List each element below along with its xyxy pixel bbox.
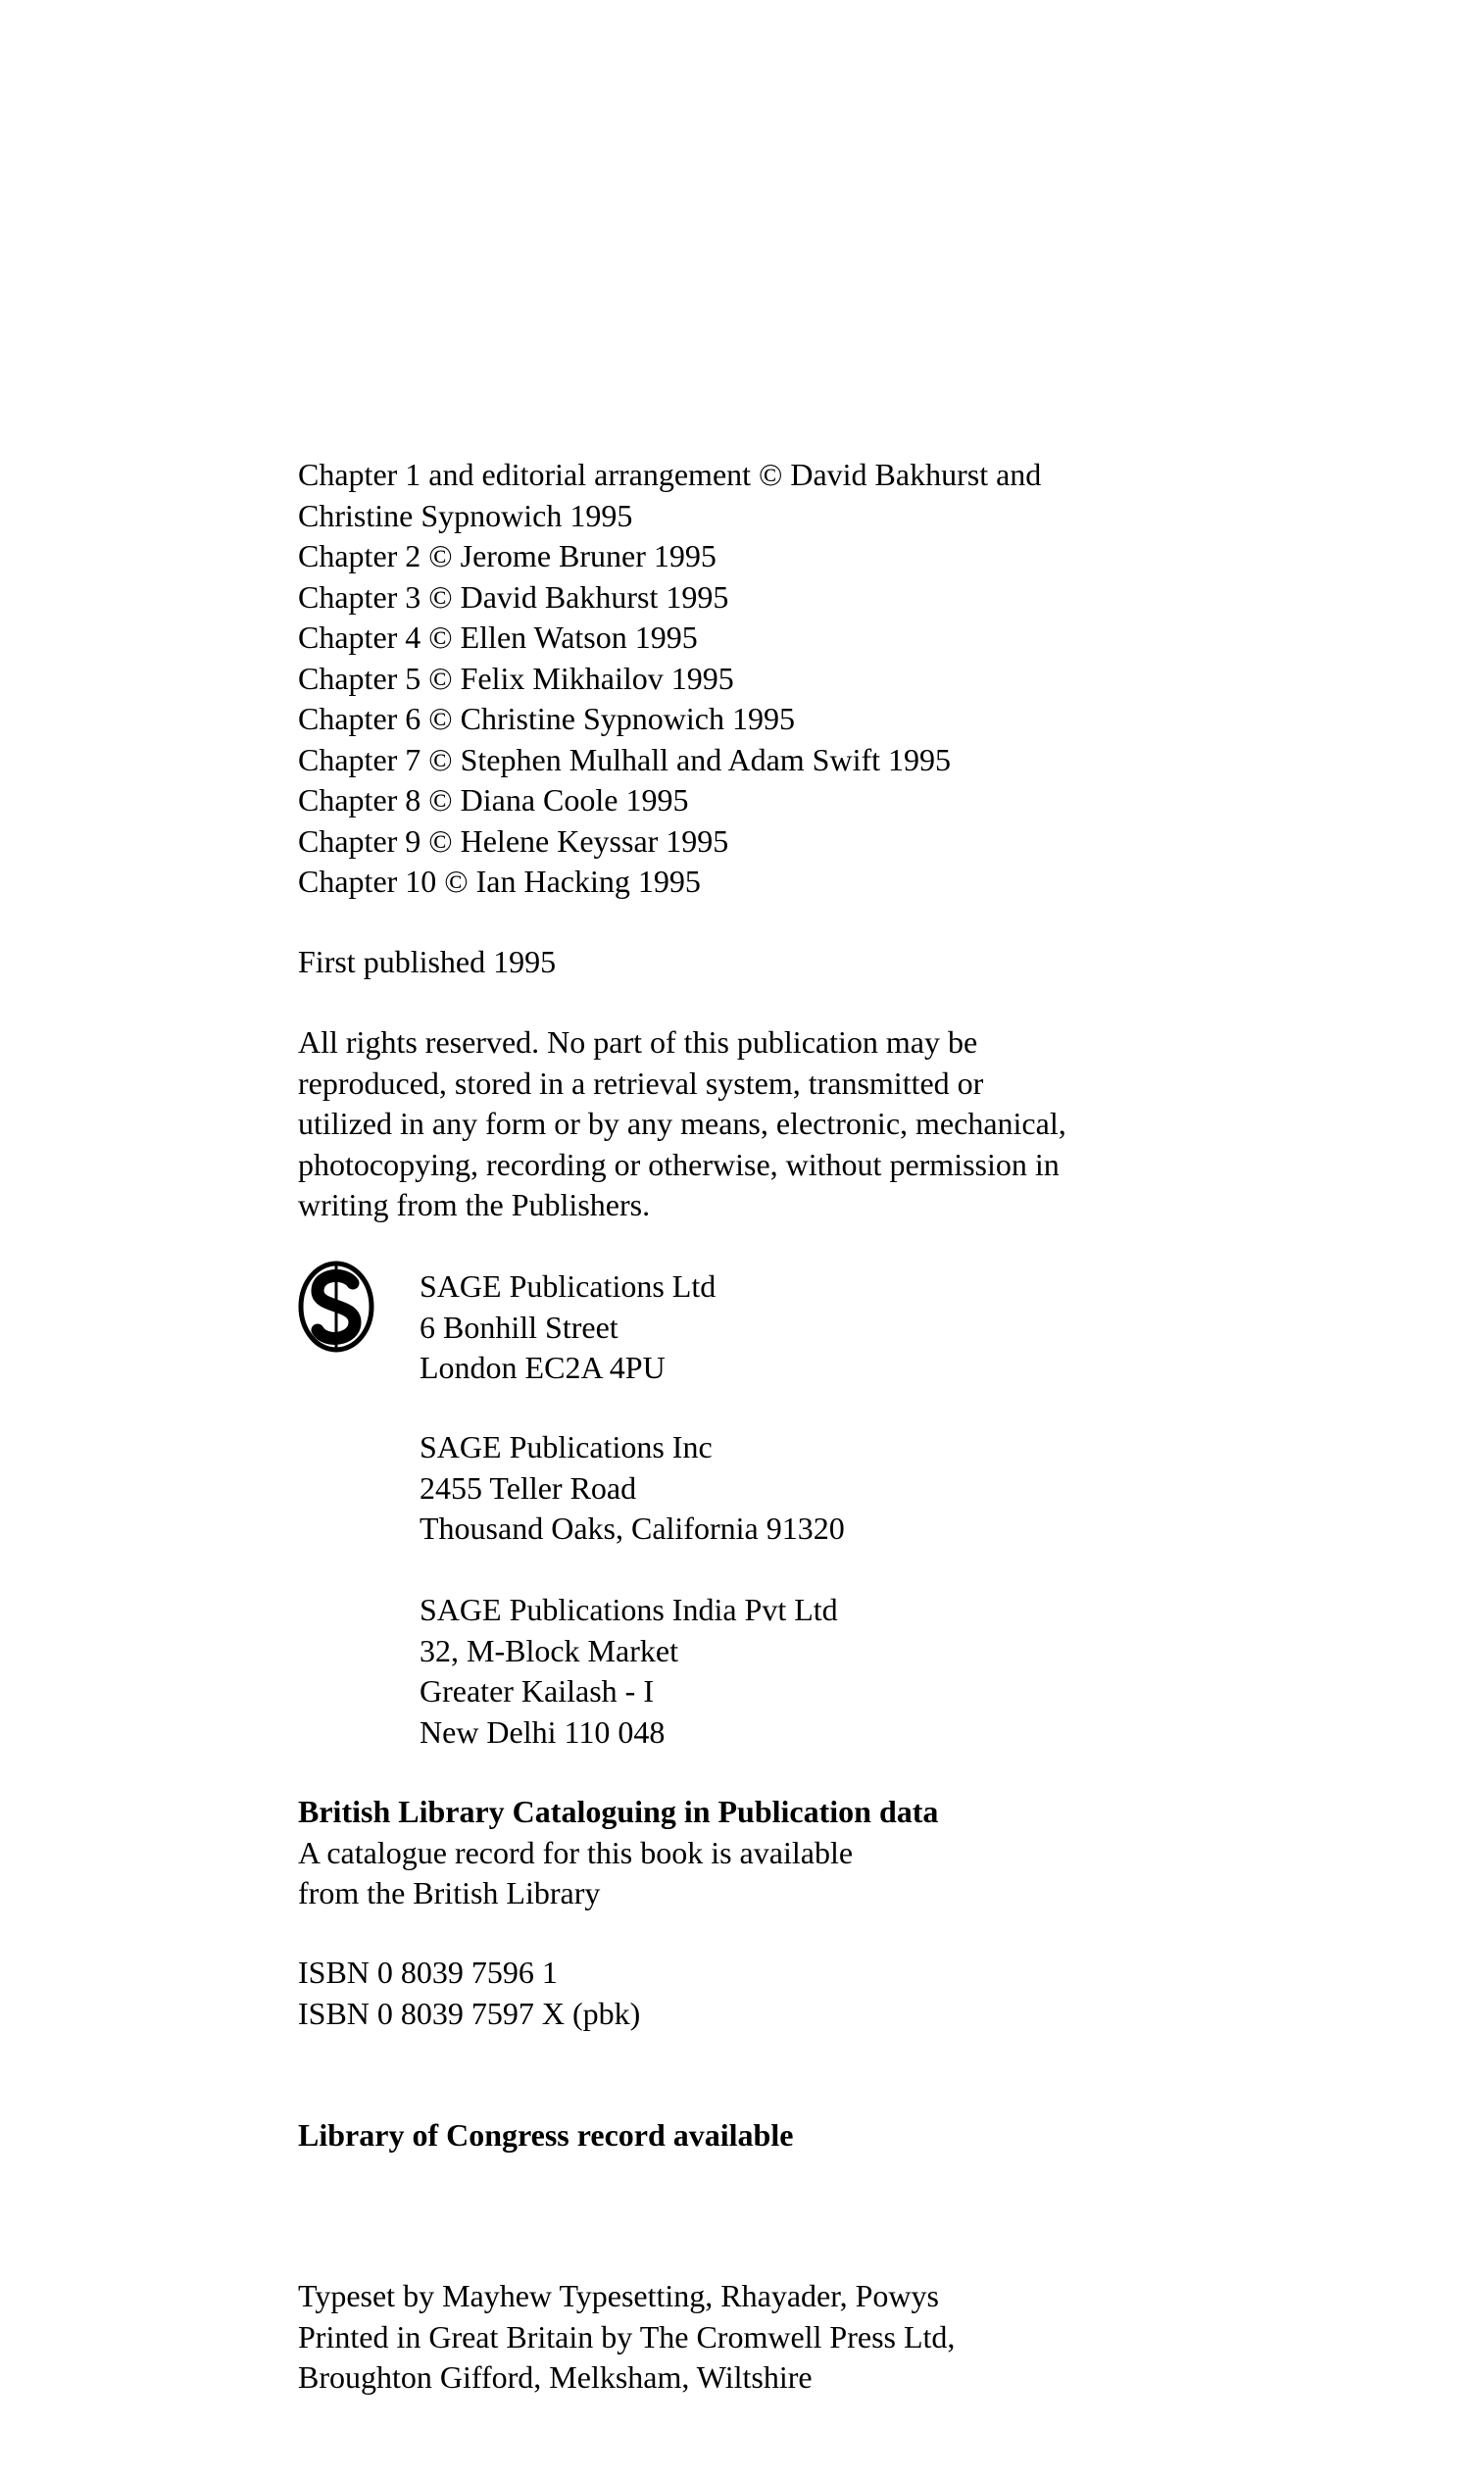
printing-info [298,2276,1435,2399]
isbn-block [298,1953,1435,2034]
library-of-congress [298,2115,1435,2156]
copyright-line: Chapter 8 © Diana Coole 1995 [298,782,689,818]
copyright-line: Chapter 3 © David Bakhurst 1995 [298,578,729,615]
address-line: Thousand Oaks, California 91320 [420,1511,845,1546]
copyright-line: Chapter 1 and editorial arrangement © David Bakhurst and [298,457,1042,492]
rights-line: utilized in any form or by any means, electronic, mechanical, [298,1106,1066,1141]
publisher-address-us [420,1427,1302,1550]
copyright-notices [298,455,1435,903]
address-line: 6 Bonhill Street [420,1309,618,1345]
copyright-line: Chapter 6 © Christine Sypnowich 1995 [298,701,795,736]
address-line: Greater Kailash - I [420,1673,654,1709]
printing-line: Printed in Great Britain by The Cromwell Press Ltd, [298,2318,956,2354]
cip-line: from the British Library [298,1875,601,1910]
address-line: SAGE Publications India Pvt Ltd [420,1592,838,1627]
printing-line: Typeset by Mayhew Typesetting, Rhayader, Powys [298,2278,939,2313]
cip-heading: British Library Cataloguing in Publication data [298,1794,939,1829]
copyright-line: Chapter 5 © Felix Mikhailov 1995 [298,660,734,696]
copyright-line: Christine Sypnowich 1995 [298,497,633,533]
address-line: SAGE Publications Inc [420,1429,713,1464]
cip-line: A catalogue record for this book is available [298,1834,854,1870]
first-published-text: First published 1995 [298,944,557,979]
isbn-line: ISBN 0 8039 7597 X (pbk) [298,1995,641,2031]
loc-text: Library of Congress record available [298,2117,794,2153]
copyright-line: Chapter 10 © Ian Hacking 1995 [298,864,701,899]
first-published [298,942,1435,983]
rights-statement [298,1022,1435,1226]
sage-logo-icon [296,1258,376,1356]
printing-line: Broughton Gifford, Melksham, Wiltshire [298,2359,813,2395]
british-library-cip [298,1792,1435,1914]
isbn-line: ISBN 0 8039 7596 1 [298,1955,558,1990]
publisher-address-india [420,1590,1302,1753]
address-line: SAGE Publications Ltd [420,1268,717,1304]
publisher-address-uk [420,1266,1302,1389]
copyright-line: Chapter 2 © Jerome Bruner 1995 [298,538,717,573]
address-line: New Delhi 110 048 [420,1713,666,1750]
address-line: London EC2A 4PU [420,1350,666,1385]
rights-line: photocopying, recording or otherwise, without permission in [298,1146,1060,1182]
rights-line: writing from the Publishers. [298,1187,651,1222]
rights-line: reproduced, stored in a retrieval system, transmitted or [298,1065,984,1101]
address-line: 32, M-Block Market [420,1632,678,1668]
copyright-line: Chapter 7 © Stephen Mulhall and Adam Swift 1995 [298,741,952,777]
copyright-line: Chapter 9 © Helene Keyssar 1995 [298,822,729,859]
address-line: 2455 Teller Road [420,1469,637,1506]
copyright-line: Chapter 4 © Ellen Watson 1995 [298,620,698,655]
rights-line: All rights reserved. No part of this publication may be [298,1024,978,1060]
